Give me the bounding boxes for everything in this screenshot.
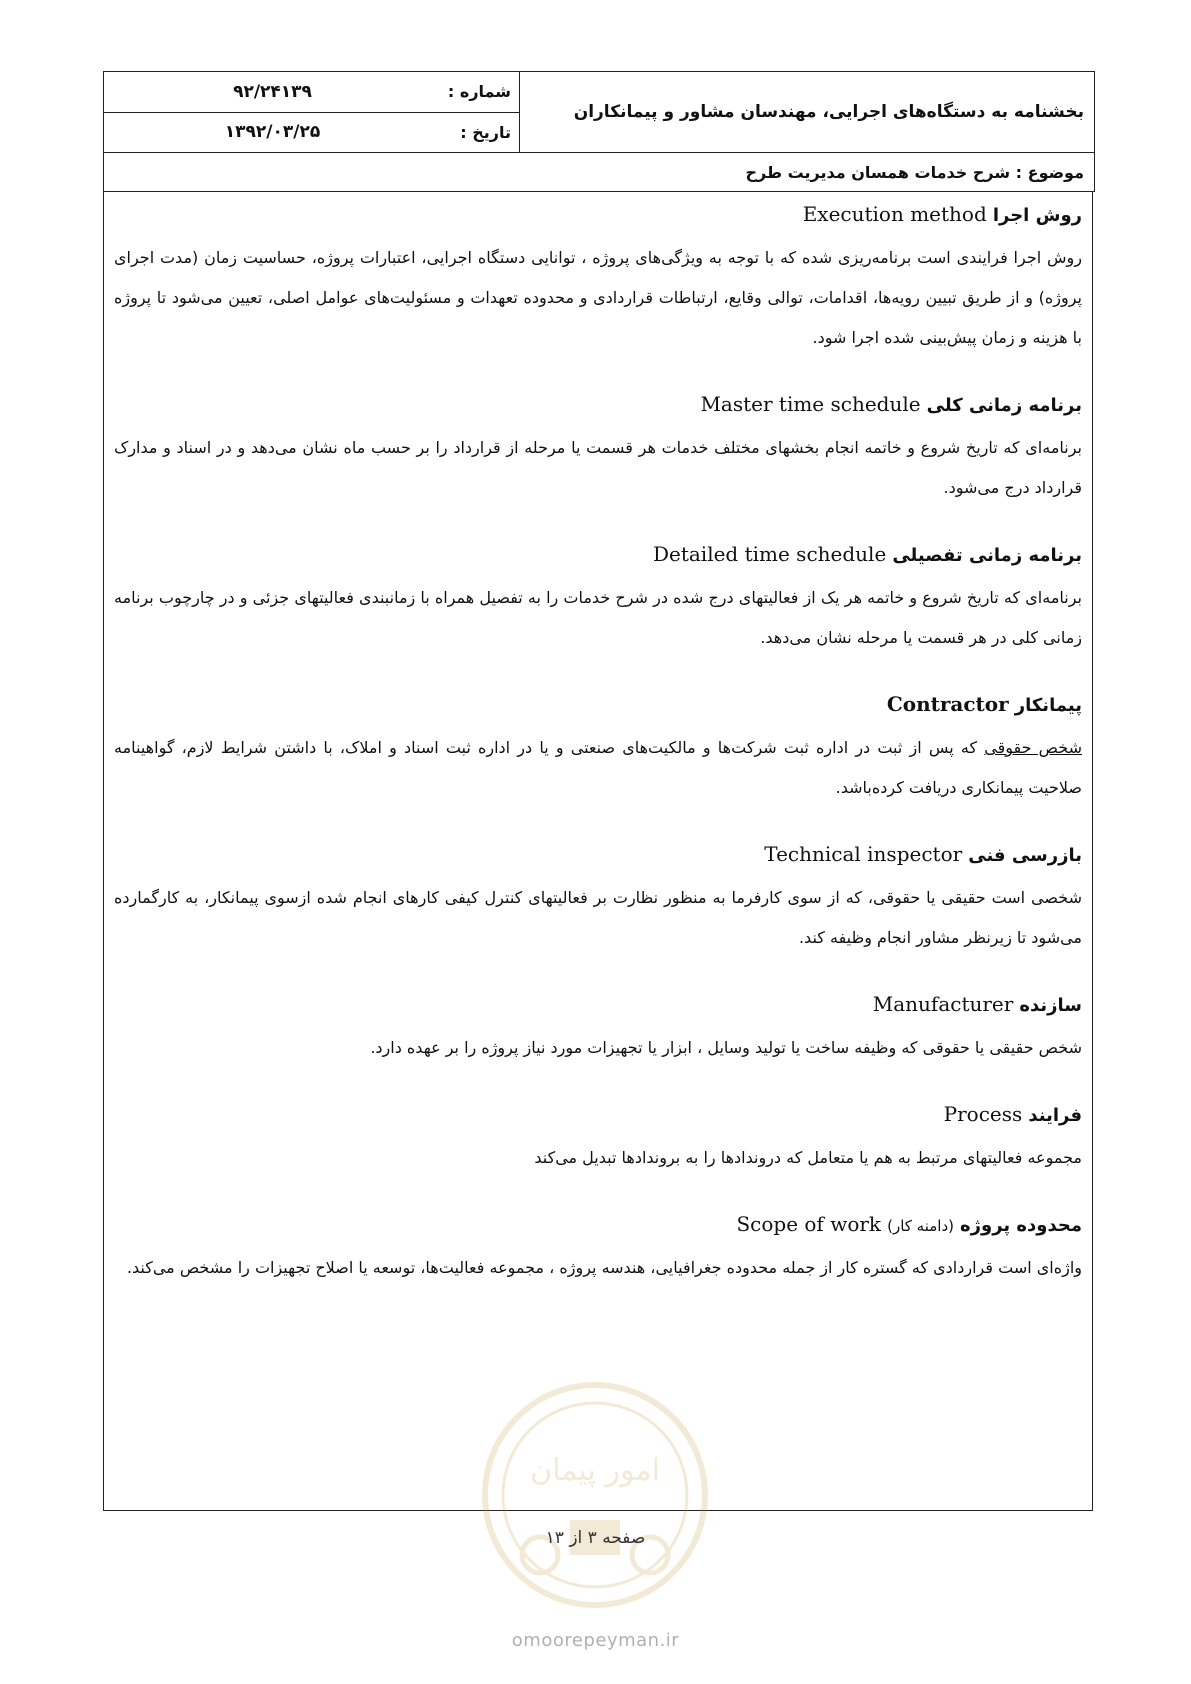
section-execution-method bbox=[114, 198, 1082, 358]
number-label: شماره : bbox=[447, 82, 511, 102]
watermark-seal-icon bbox=[480, 1380, 710, 1610]
section-body: شخصی است حقیقی یا حقوقی، که از سوی کارفرما به منظور نظارت بر فعالیتهای کنترل کیفی کارهای انجام شده ازسوی پیمانکار، به کارگمارده می‌شود تا زیرنظر مشاور انجام وظیفه کند. bbox=[114, 888, 1082, 947]
section-body: واژه‌ای است قراردادی که گستره کار از جمله محدوده جغرافیایی، هندسه پروژه ، مجموعه فعالیت‌ها، توسعه یا اصلاح تجهیزات را مشخص می‌کند. bbox=[126, 1258, 1082, 1277]
date-label: تاریخ : bbox=[460, 122, 511, 142]
heading-en: Manufacturer bbox=[872, 992, 1014, 1016]
heading-en: Execution method bbox=[802, 202, 987, 226]
section-heading bbox=[114, 1098, 1082, 1132]
number-row bbox=[104, 72, 519, 112]
heading-en: Master time schedule bbox=[700, 392, 921, 416]
heading-en: Detailed time schedule bbox=[652, 542, 887, 566]
section-body: شخص حقیقی یا حقوقی که وظیفه ساخت یا تولید وسایل ، ابزار یا تجهیزات مورد نیاز پروژه را بر عهده دارد. bbox=[370, 1038, 1082, 1057]
section-body bbox=[114, 728, 1082, 808]
section-master-schedule bbox=[114, 388, 1082, 508]
heading-fa: محدوده پروژه bbox=[960, 1215, 1082, 1236]
section-body: مجموعه فعالیتهای مرتبط به هم یا متعامل که دروندادها را به بروندادها تبدیل می‌کند bbox=[534, 1148, 1082, 1167]
section-process bbox=[114, 1098, 1082, 1178]
heading-fa: بازرسی فنی bbox=[968, 845, 1082, 866]
heading-en: Process bbox=[943, 1102, 1023, 1126]
watermark-text: امور پیمان bbox=[530, 1453, 660, 1488]
section-manufacturer bbox=[114, 988, 1082, 1068]
heading-note: (دامنه کار) bbox=[887, 1217, 954, 1235]
section-heading bbox=[114, 388, 1082, 422]
date-value: ۱۳۹۲/۰۳/۲۵ bbox=[224, 122, 321, 143]
section-heading bbox=[114, 688, 1082, 722]
section-heading bbox=[114, 1208, 1082, 1242]
date-row bbox=[104, 112, 519, 153]
heading-en: Scope of work bbox=[736, 1212, 882, 1236]
section-contractor bbox=[114, 688, 1082, 808]
section-body-rest: که پس از ثبت در اداره ثبت شرکت‌ها و مالکیت‌های صنعتی و یا در اداره ثبت اسناد و املاک، با داشتن شرایط لازم، گواهینامه صلاحیت پیمانکاری دریافت کرده‌باشد. bbox=[114, 738, 1082, 797]
subject-line: موضوع : شرح خدمات همسان مدیریت طرح bbox=[745, 162, 1084, 182]
site-watermark: omoorepeyman.ir bbox=[511, 1630, 680, 1651]
heading-fa: پیمانکار bbox=[1014, 695, 1082, 716]
heading-fa: روش اجرا bbox=[992, 205, 1082, 226]
number-value: ۹۲/۲۴۱۳۹ bbox=[233, 81, 312, 102]
heading-en: Technical inspector bbox=[764, 842, 963, 866]
header-meta bbox=[104, 72, 519, 152]
section-scope-of-work bbox=[114, 1208, 1082, 1288]
page-number: صفحه ۳ از ۱۳ bbox=[545, 1528, 646, 1548]
heading-fa: برنامه زمانی کلی bbox=[926, 395, 1082, 416]
section-detailed-schedule bbox=[114, 538, 1082, 658]
circular-title: بخشنامه به دستگاه‌های اجرایی، مهندسان مشاور و پیمانکاران bbox=[519, 72, 1094, 152]
section-heading bbox=[114, 198, 1082, 232]
heading-fa: فرایند bbox=[1028, 1105, 1082, 1126]
section-heading bbox=[114, 988, 1082, 1022]
header-table bbox=[103, 71, 1095, 192]
section-heading bbox=[114, 538, 1082, 572]
heading-fa: برنامه زمانی تفصیلی bbox=[892, 545, 1082, 566]
underlined-term: شخص حقوقی bbox=[984, 738, 1082, 757]
section-body: برنامه‌ای که تاریخ شروع و خاتمه انجام بخشهای مختلف خدمات هر قسمت یا مرحله از قرارداد را بر حسب ماه نشان می‌دهد و در اسناد و مدارک قرارداد درج می‌شود. bbox=[114, 438, 1082, 497]
section-body: برنامه‌ای که تاریخ شروع و خاتمه هر یک از فعالیتهای درج شده در شرح خدمات را به تفصیل همراه با زمانبندی فعالیتهای جزئی و در چارچوب برنامه زمانی کلی در هر قسمت یا مرحله نشان می‌دهد. bbox=[114, 588, 1082, 647]
heading-fa: سازنده bbox=[1019, 995, 1082, 1016]
section-technical-inspector bbox=[114, 838, 1082, 958]
section-heading bbox=[114, 838, 1082, 872]
section-body: روش اجرا فرایندی است برنامه‌ریزی شده که با توجه به ویژگی‌های پروژه ، توانایی دستگاه اجرایی، اعتبارات پروژه، حساسیت زمان (مدت اجرای پروژه) و از طریق تبیین رویه‌ها، اقدامات، توالی وقایع، ارتباطات قراردادی و محدوده تعهدات و مسئولیت‌های عوامل اصلی، تعیین می‌شود تا پروژه با هزینه و زمان پیش‌بینی شده اجرا شود. bbox=[114, 248, 1082, 347]
content-frame bbox=[103, 191, 1093, 1511]
heading-en: Contractor bbox=[886, 692, 1009, 716]
